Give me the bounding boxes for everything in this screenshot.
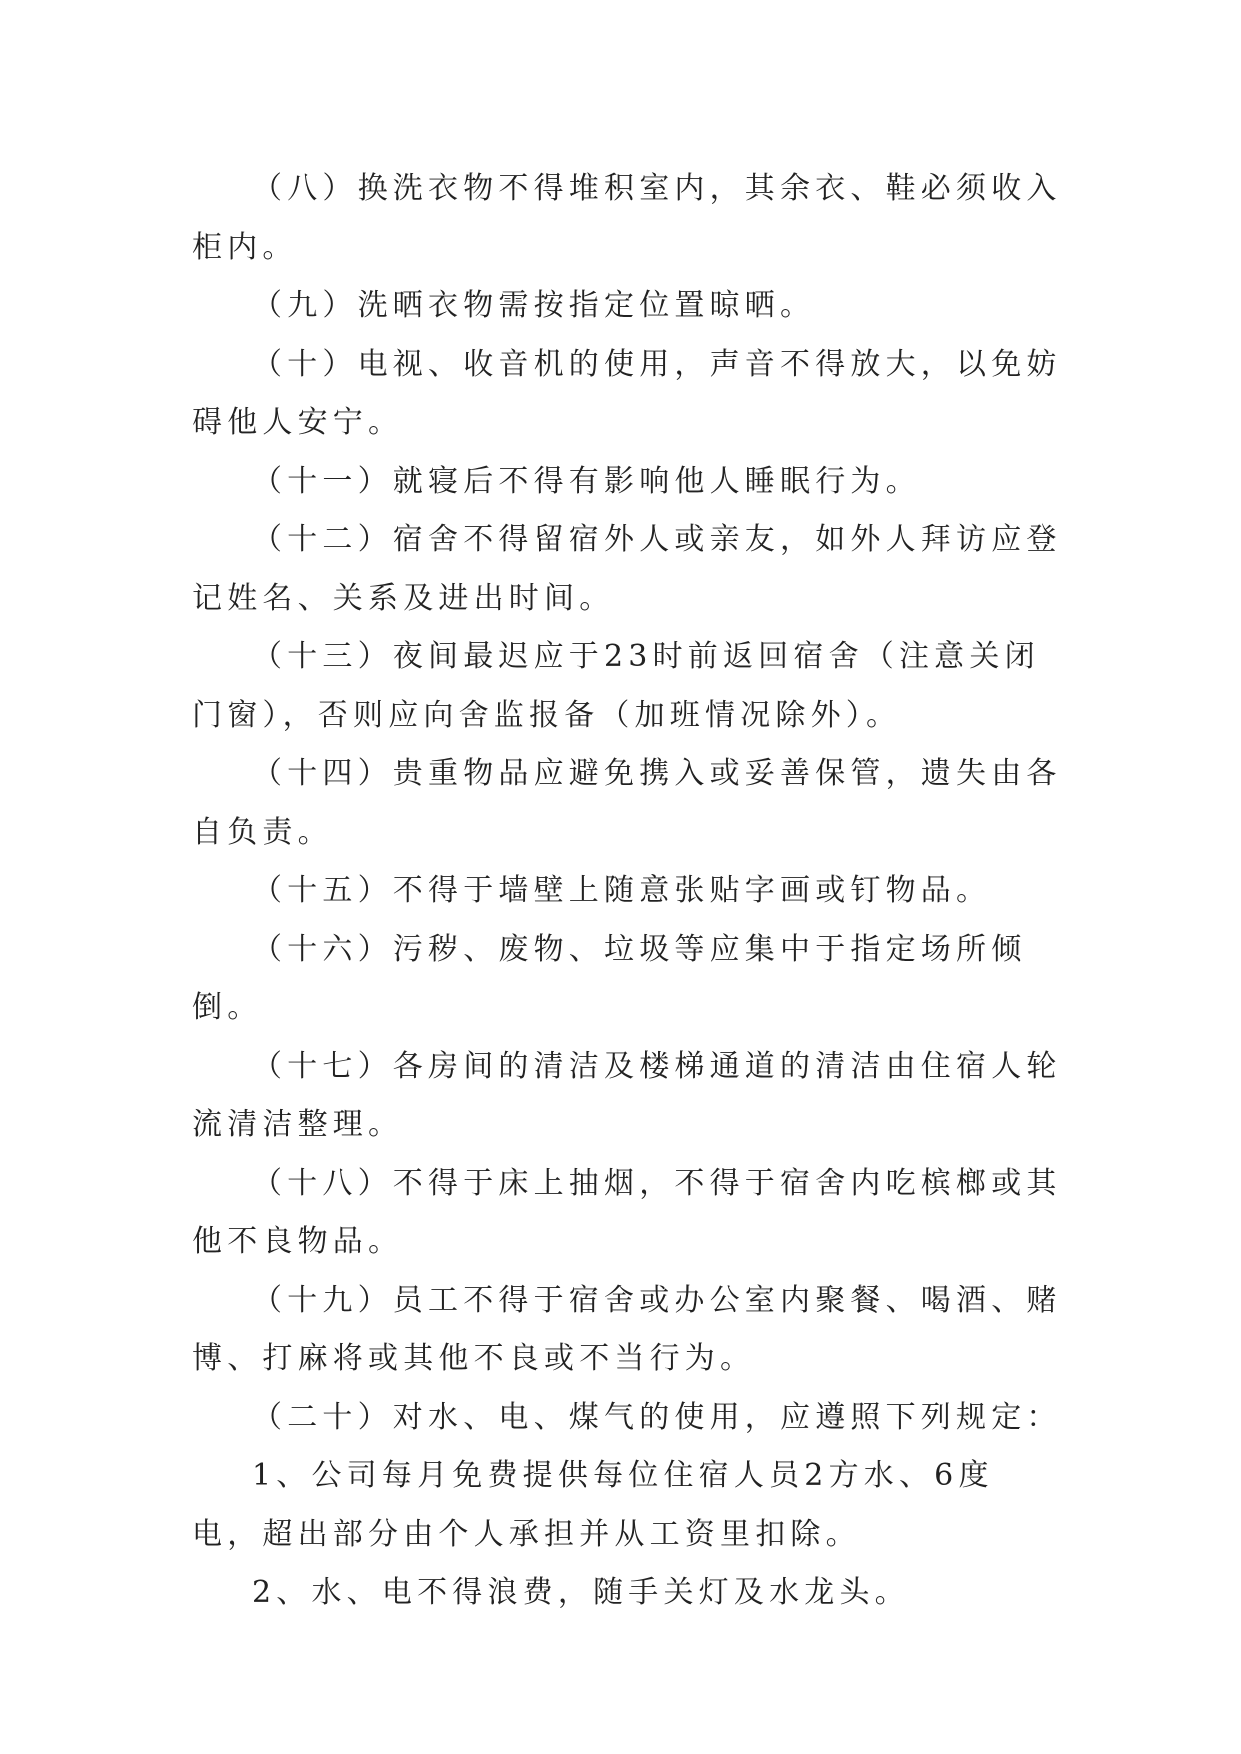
sub-item-2: 2、水、电不得浪费，随手关灯及水龙头。 [252,1575,910,1610]
paragraph-18: （十八）不得于床上抽烟，不得于宿舍内吃槟榔或其他不良物品。 [192,1165,1062,1259]
paragraph-12: （十二）宿舍不得留宿外人或亲友，如外人拜访应登记姓名、关系及进出时间。 [192,522,1062,616]
paragraph-11: （十一）就寝后不得有影响他人睡眠行为。 [252,463,921,499]
paragraph-13: （十三）夜间最迟应于23时前返回宿舍（注意关闭门窗），否则应向舍监报备（加班情况除外）。 [192,639,1040,733]
document-body [192,160,1062,1623]
paragraph-14: （十四）贵重物品应避免携入或妥善保管，遗失由各自负责。 [192,756,1062,850]
paragraph-10: （十）电视、收音机的使用，声音不得放大，以免妨碍他人安宁。 [192,346,1062,440]
paragraph-17: （十七）各房间的清洁及楼梯通道的清洁由住宿人轮流清洁整理。 [192,1048,1062,1142]
paragraph-15: （十五）不得于墙壁上随意张贴字画或钉物品。 [252,873,992,908]
paragraph-16: （十六）污秽、废物、垃圾等应集中于指定场所倾倒。 [192,931,1027,1025]
paragraph-8: （八）换洗衣物不得堆积室内，其余衣、鞋必须收入柜内。 [192,171,1062,265]
sub-item-1: 1、公司每月免费提供每位住宿人员2方水、6度电，超出部分由个人承担并从工资里扣除。 [192,1458,994,1552]
paragraph-9: （九）洗晒衣物需按指定位置晾晒。 [252,288,816,323]
paragraph-20: （二十）对水、电、煤气的使用，应遵照下列规定： [252,1399,1062,1435]
paragraph-19: （十九）员工不得于宿舍或办公室内聚餐、喝酒、赌博、打麻将或其他不良或不当行为。 [192,1282,1062,1376]
